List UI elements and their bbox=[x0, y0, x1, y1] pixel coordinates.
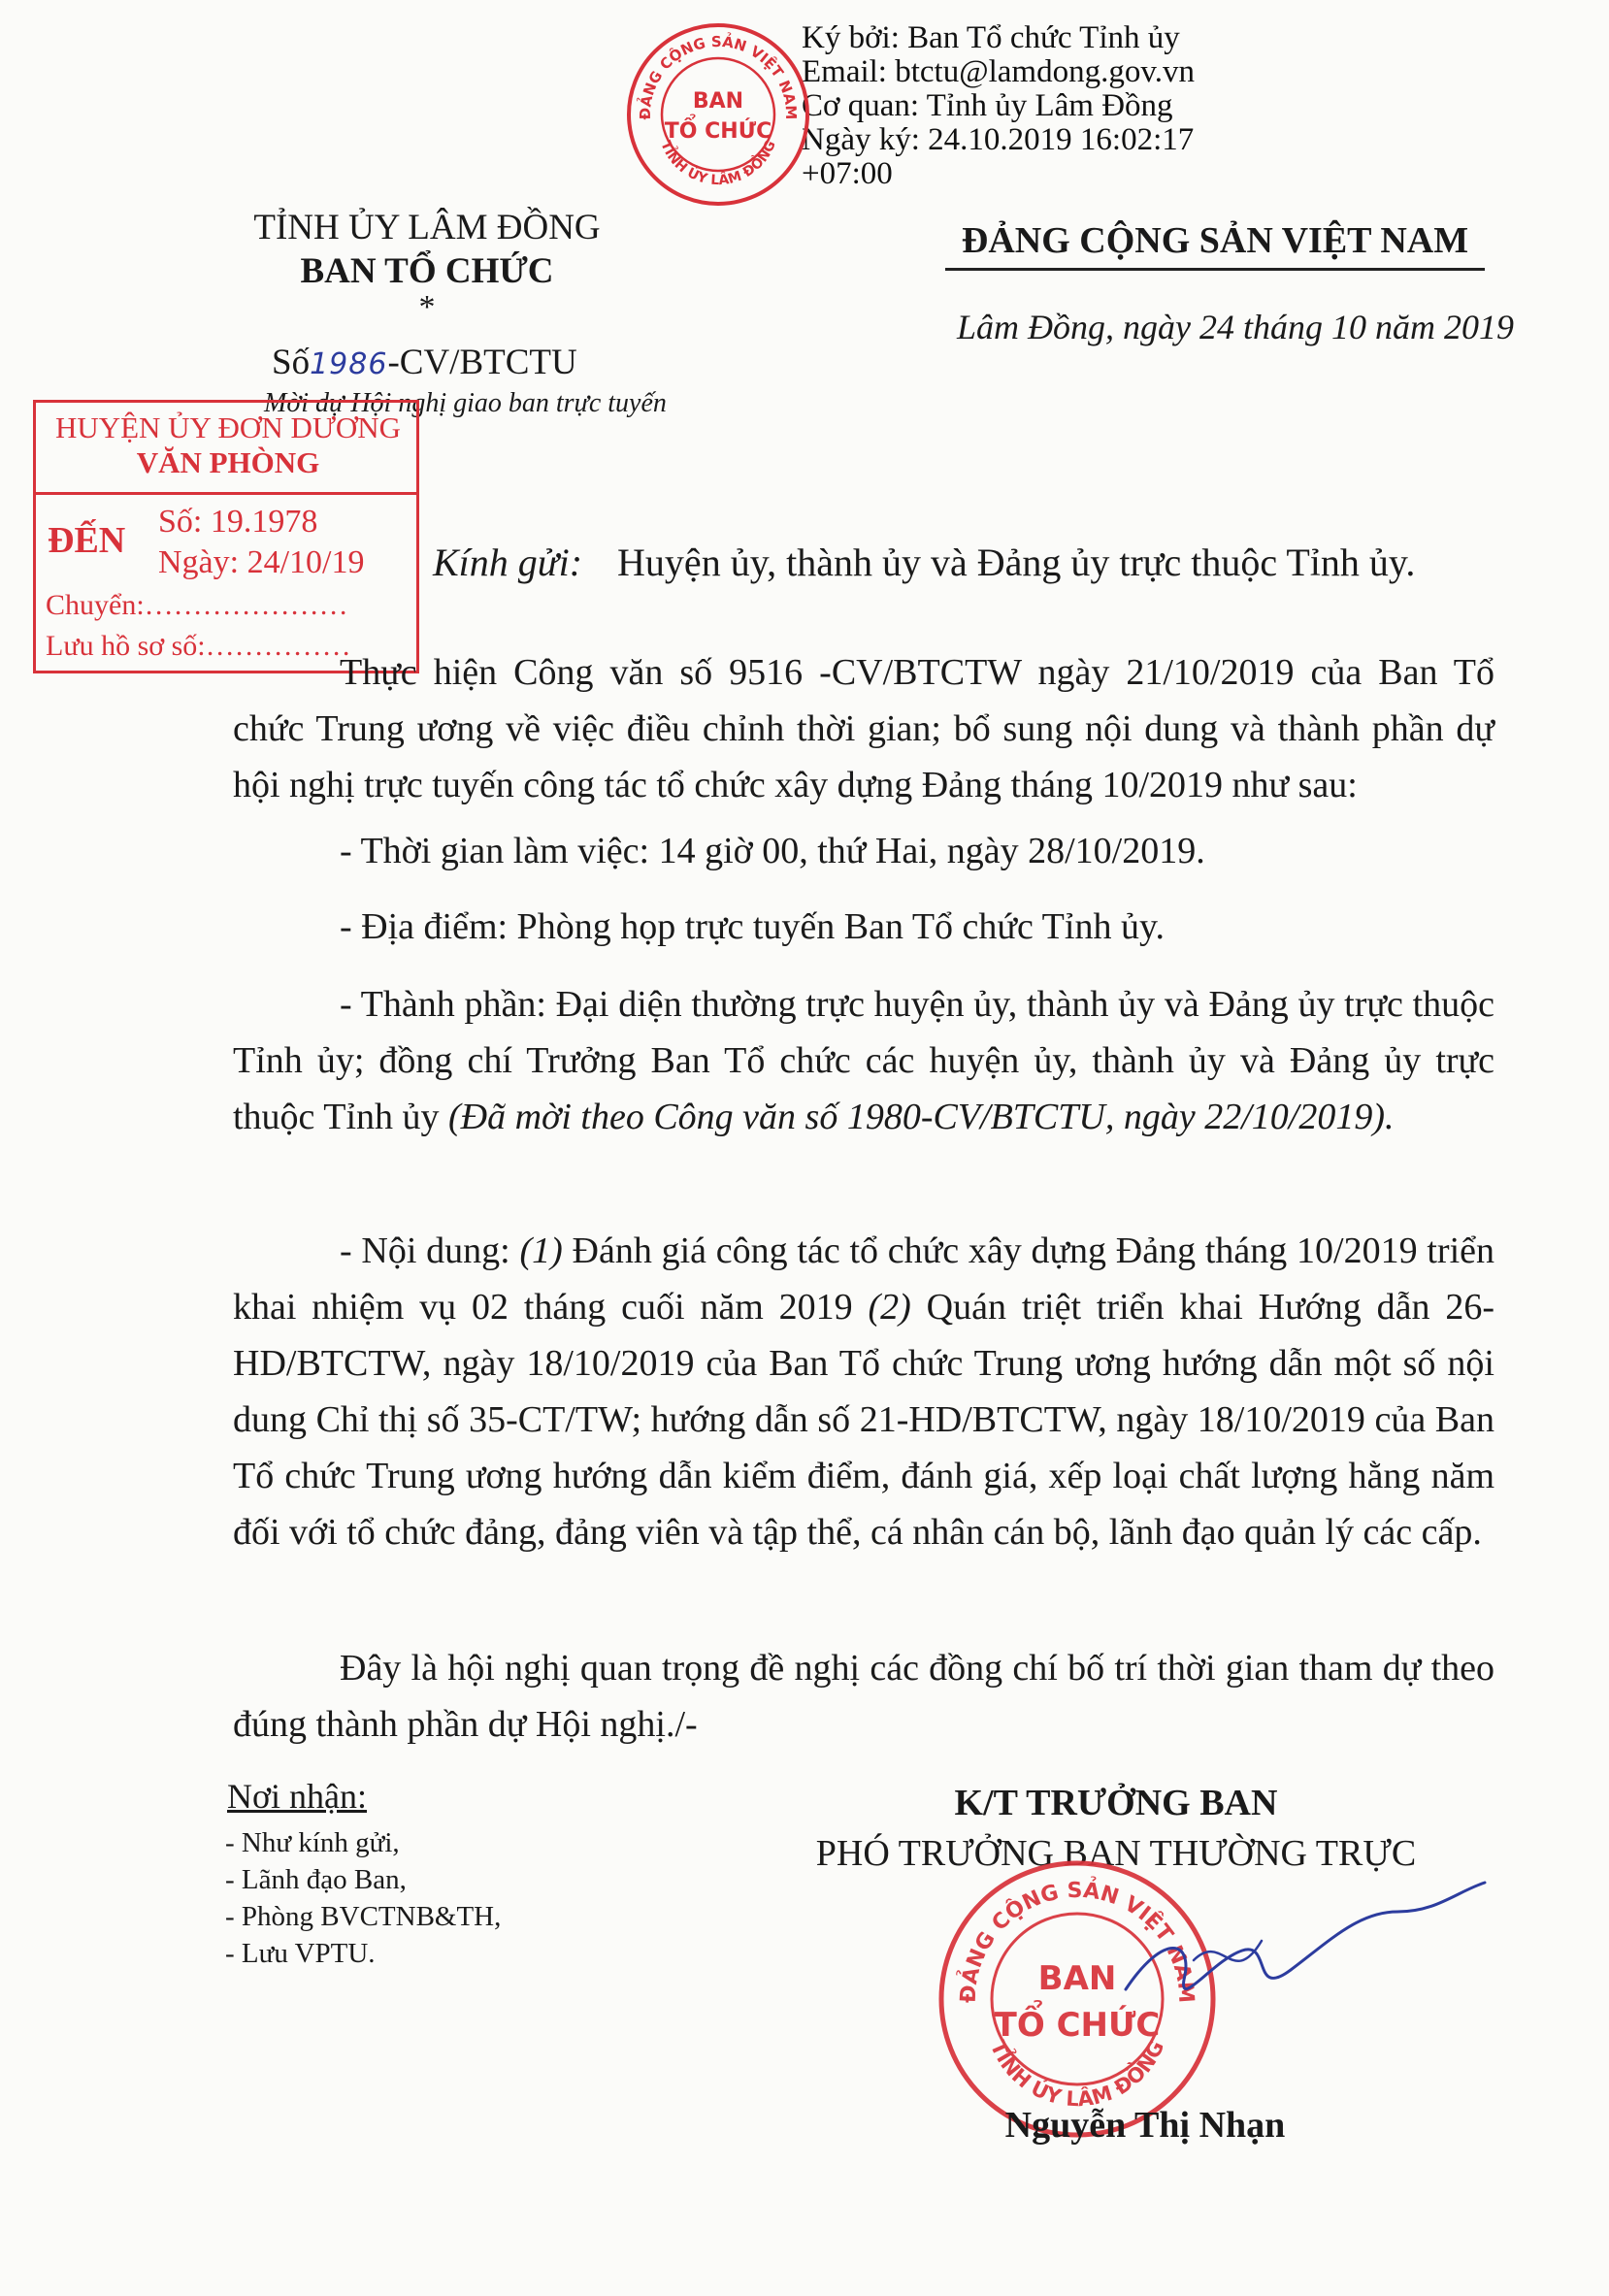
incoming-stamp bbox=[33, 400, 419, 673]
body-paragraph-participants bbox=[233, 976, 1494, 1145]
recipients-title: Nơi nhận: bbox=[227, 1777, 368, 1816]
stamp-so: Số: 19.1978 bbox=[158, 504, 318, 540]
content-label: - Nội dung: bbox=[340, 1230, 520, 1271]
agency-header bbox=[213, 206, 640, 325]
seal-small-icon bbox=[621, 17, 815, 212]
recipient-item: - Lãnh đạo Ban, bbox=[225, 1864, 407, 1895]
recipient-item: - Như kính gửi, bbox=[225, 1827, 400, 1858]
content-item1: Đánh giá công tác tổ chức xây dựng Đảng tháng 10/2019 triển khai nhiệm vụ 02 tháng cuối năm 2019 bbox=[233, 1230, 1494, 1328]
recipient-line bbox=[433, 540, 1415, 585]
signer-name: Nguyễn Thị Nhạn bbox=[1004, 2105, 1286, 2146]
seal-large-ring-top: ĐẢNG CỘNG SẢN VIỆT NAM bbox=[956, 1878, 1199, 2004]
stamp-luu: Lưu hồ sơ số:…………… bbox=[46, 630, 351, 662]
stamp-line2: VĂN PHÒNG bbox=[136, 445, 320, 479]
stamp-line1: HUYỆN ỦY ĐƠN DƯƠNG bbox=[54, 410, 402, 444]
content-item2-marker: (2) bbox=[868, 1287, 911, 1328]
recipient-item: - Phòng BVCTNB&TH, bbox=[225, 1901, 502, 1932]
doc-prefix: Số bbox=[272, 343, 311, 382]
body-paragraph-closing: Đây là hội nghị quan trọng đề nghị các đồng chí bố trí thời gian tham dự theo đúng thành phần dự Hội nghị./- bbox=[233, 1648, 1494, 1745]
svg-text:TỈNH ỦY LÂM ĐỒNG bbox=[657, 139, 779, 188]
seal-small-center-2: TỔ CHỨC bbox=[664, 119, 772, 144]
body-paragraph-location: - Địa điểm: Phòng họp trực tuyến Ban Tổ chức Tỉnh ủy. bbox=[340, 906, 1165, 947]
content-item2: Quán triệt triển khai Hướng dẫn 26-HD/BTCTW, ngày 18/10/2019 của Ban Tổ chức Trung ương hướng dẫn một số nội dung Chỉ thị số 35-CT/TW; hướng dẫn số 21-HD/BTCTW, ngày 18/10/2019 của Ban Tổ chức Trung ương hướng dẫn kiểm điểm, đánh giá, xếp loại chất lượng hằng năm đối với tổ chức đảng, đảng viên và tập thể, cá nhân cán bộ, lãnh đạo quản lý các cấp. bbox=[233, 1287, 1494, 1553]
header-star: * bbox=[418, 289, 436, 325]
department-name: BAN TỔ CHỨC bbox=[300, 251, 554, 291]
handwritten-signature-icon bbox=[1106, 1873, 1494, 2028]
doc-suffix: -CV/BTCTU bbox=[387, 343, 577, 382]
seal-small-ring-top: ĐẢNG CỘNG SẢN VIỆT NAM bbox=[636, 32, 801, 120]
document-number bbox=[272, 342, 699, 383]
sign-subtitle: PHÓ TRƯỞNG BAN THƯỜNG TRỰC bbox=[815, 1833, 1417, 1874]
seal-small-ring-bottom: TỈNH ỦY LÂM ĐỒNG bbox=[657, 138, 779, 189]
body-paragraph-time: - Thời gian làm việc: 14 giờ 00, thứ Hai, ngày 28/10/2019. bbox=[340, 831, 1205, 871]
party-underline bbox=[945, 268, 1485, 271]
sign-title: K/T TRƯỞNG BAN bbox=[954, 1783, 1278, 1823]
date-line: Lâm Đồng, ngày 24 tháng 10 năm 2019 bbox=[957, 308, 1514, 346]
recipient-item: - Lưu VPTU. bbox=[225, 1938, 376, 1969]
signed-date: Ngày ký: 24.10.2019 16:02:17 bbox=[802, 122, 1195, 157]
stamp-ngay: Ngày: 24/10/19 bbox=[158, 544, 365, 580]
digital-signature-info bbox=[802, 21, 1195, 191]
body-paragraph-content bbox=[233, 1223, 1494, 1560]
recipient-label: Kính gửi: bbox=[433, 541, 583, 584]
document-subject: Mời dự Hội nghị giao ban trực tuyến bbox=[264, 388, 667, 418]
seal-small-center-1: BAN bbox=[692, 89, 744, 114]
doc-number-handwritten: 1986 bbox=[310, 347, 388, 381]
participants-note: (Đã mời theo Công văn số 1980-CV/BTCTU, ngày 22/10/2019). bbox=[448, 1097, 1395, 1137]
signed-by: Ký bởi: Ban Tổ chức Tỉnh ủy bbox=[802, 20, 1180, 55]
signer-agency: Cơ quan: Tỉnh ủy Lâm Đồng bbox=[802, 88, 1173, 123]
participants-text: - Thành phần: Đại diện thường trực huyện ủy, thành ủy và Đảng ủy trực thuộc Tỉnh ủy; đồng chí Trưởng Ban Tổ chức các huyện ủy, thành ủy và Đảng ủy trực thuộc Tỉnh ủy bbox=[233, 984, 1494, 1137]
org-name: TỈNH ỦY LÂM ĐỒNG bbox=[253, 208, 601, 247]
svg-text:TỈNH ỦY LÂM ĐỒNG bbox=[986, 2037, 1168, 2111]
recipient-value: Huyện ủy, thành ủy và Đảng ủy trực thuộc Tỉnh ủy. bbox=[617, 541, 1416, 584]
content-item1-marker: (1) bbox=[519, 1230, 563, 1271]
signer-email: Email: btctu@lamdong.gov.vn bbox=[802, 54, 1195, 89]
party-name: ĐẢNG CỘNG SẢN VIỆT NAM bbox=[961, 220, 1469, 261]
stamp-chuyen: Chuyển:………………… bbox=[46, 589, 348, 621]
signed-timezone: +07:00 bbox=[802, 156, 893, 191]
recipients-list bbox=[225, 1824, 501, 1972]
stamp-den: ĐẾN bbox=[48, 520, 126, 561]
seal-large-ring-bottom: TỈNH ỦY LÂM ĐỒNG bbox=[985, 2037, 1169, 2112]
stamp-divider bbox=[36, 492, 416, 495]
seal-large-center-1: BAN bbox=[1037, 1959, 1117, 1998]
body-paragraph-1: Thực hiện Công văn số 9516 -CV/BTCTW ngày 21/10/2019 của Ban Tổ chức Trung ương về việc điều chỉnh thời gian; bổ sung nội dung và thành phần dự hội nghị trực tuyến công tác tổ chức xây dựng Đảng tháng 10/2019 như sau: bbox=[233, 652, 1494, 805]
seal-large-center-2: TỔ CHỨC bbox=[994, 2006, 1161, 2045]
